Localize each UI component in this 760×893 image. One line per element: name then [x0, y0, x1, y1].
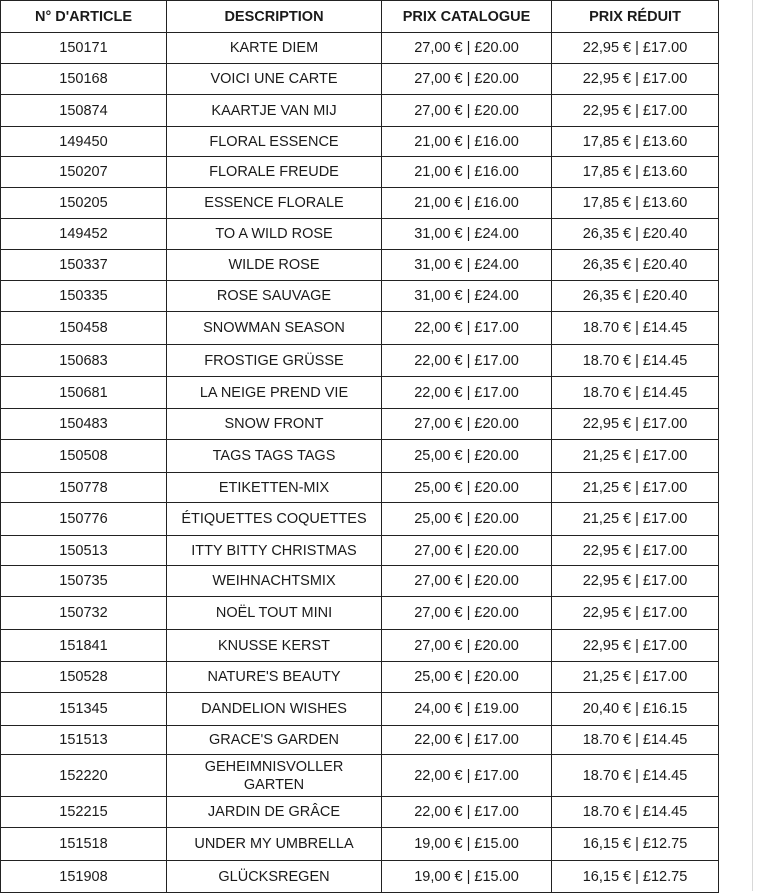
header-article-number: N° D'ARTICLE	[1, 1, 167, 33]
reduced-price-cell: 22,95 € | £17.00	[552, 95, 719, 127]
reduced-price-cell: 20,40 € | £16.15	[552, 693, 719, 726]
description-cell: TO A WILD ROSE	[167, 219, 382, 250]
table-row	[1, 473, 719, 503]
table-row	[1, 693, 719, 726]
catalogue-price-cell: 21,00 € | £16.00	[382, 188, 552, 219]
reduced-price-cell: 18.70 € | £14.45	[552, 755, 719, 797]
reduced-price-cell: 22,95 € | £17.00	[552, 566, 719, 597]
description-cell: GLÜCKSREGEN	[167, 861, 382, 893]
description-cell: LA NEIGE PREND VIE	[167, 377, 382, 409]
reduced-price-cell: 22,95 € | £17.00	[552, 64, 719, 95]
catalogue-price-cell: 21,00 € | £16.00	[382, 127, 552, 157]
description-cell: DANDELION WISHES	[167, 693, 382, 726]
description-cell: KARTE DIEM	[167, 33, 382, 64]
description-cell: VOICI UNE CARTE	[167, 64, 382, 95]
description-cell: WEIHNACHTSMIX	[167, 566, 382, 597]
description-cell: FROSTIGE GRÜSSE	[167, 345, 382, 377]
article-number-cell: 149452	[1, 219, 167, 250]
table-row	[1, 662, 719, 693]
reduced-price-cell: 18.70 € | £14.45	[552, 377, 719, 409]
catalogue-price-cell: 25,00 € | £20.00	[382, 503, 552, 536]
article-number-cell: 150335	[1, 281, 167, 312]
table-row	[1, 377, 719, 409]
description-cell: GRACE'S GARDEN	[167, 726, 382, 755]
table-row	[1, 95, 719, 127]
article-number-cell: 152220	[1, 755, 167, 797]
table-row	[1, 127, 719, 157]
table-row	[1, 64, 719, 95]
table-row	[1, 861, 719, 893]
article-number-cell: 150776	[1, 503, 167, 536]
article-number-cell: 150513	[1, 536, 167, 566]
reduced-price-cell: 21,25 € | £17.00	[552, 503, 719, 536]
article-number-cell: 150508	[1, 440, 167, 473]
reduced-price-cell: 17,85 € | £13.60	[552, 127, 719, 157]
reduced-price-cell: 17,85 € | £13.60	[552, 157, 719, 188]
catalogue-price-cell: 19,00 € | £15.00	[382, 828, 552, 861]
header-description: DESCRIPTION	[167, 1, 382, 33]
description-cell: ROSE SAUVAGE	[167, 281, 382, 312]
catalogue-price-cell: 19,00 € | £15.00	[382, 861, 552, 893]
catalogue-price-cell: 22,00 € | £17.00	[382, 755, 552, 797]
article-number-cell: 151513	[1, 726, 167, 755]
table-body	[1, 33, 719, 893]
catalogue-price-cell: 22,00 € | £17.00	[382, 797, 552, 828]
reduced-price-cell: 21,25 € | £17.00	[552, 473, 719, 503]
table-row	[1, 219, 719, 250]
catalogue-price-cell: 27,00 € | £20.00	[382, 630, 552, 662]
table-row	[1, 345, 719, 377]
reduced-price-cell: 26,35 € | £20.40	[552, 219, 719, 250]
description-cell: SNOWMAN SEASON	[167, 312, 382, 345]
description-cell: WILDE ROSE	[167, 250, 382, 281]
catalogue-price-cell: 31,00 € | £24.00	[382, 281, 552, 312]
catalogue-price-cell: 31,00 € | £24.00	[382, 219, 552, 250]
catalogue-price-cell: 25,00 € | £20.00	[382, 440, 552, 473]
table-row	[1, 188, 719, 219]
catalogue-price-cell: 25,00 € | £20.00	[382, 473, 552, 503]
article-number-cell: 150458	[1, 312, 167, 345]
table-row	[1, 797, 719, 828]
article-number-cell: 151345	[1, 693, 167, 726]
reduced-price-cell: 18.70 € | £14.45	[552, 345, 719, 377]
description-cell: FLORAL ESSENCE	[167, 127, 382, 157]
catalogue-price-cell: 27,00 € | £20.00	[382, 566, 552, 597]
catalogue-price-cell: 27,00 € | £20.00	[382, 33, 552, 64]
article-number-cell: 150168	[1, 64, 167, 95]
description-cell: KNUSSE KERST	[167, 630, 382, 662]
table-row	[1, 597, 719, 630]
article-number-cell: 150337	[1, 250, 167, 281]
table-row	[1, 630, 719, 662]
article-number-cell: 150874	[1, 95, 167, 127]
description-cell: NATURE'S BEAUTY	[167, 662, 382, 693]
description-cell: SNOW FRONT	[167, 409, 382, 440]
article-number-cell: 152215	[1, 797, 167, 828]
table-row	[1, 281, 719, 312]
article-number-cell: 150171	[1, 33, 167, 64]
table-row	[1, 503, 719, 536]
article-number-cell: 150683	[1, 345, 167, 377]
table-row	[1, 828, 719, 861]
reduced-price-cell: 22,95 € | £17.00	[552, 33, 719, 64]
article-number-cell: 151518	[1, 828, 167, 861]
reduced-price-cell: 18.70 € | £14.45	[552, 312, 719, 345]
catalogue-price-cell: 21,00 € | £16.00	[382, 157, 552, 188]
description-cell: JARDIN DE GRÂCE	[167, 797, 382, 828]
reduced-price-cell: 22,95 € | £17.00	[552, 409, 719, 440]
reduced-price-cell: 18.70 € | £14.45	[552, 726, 719, 755]
reduced-price-cell: 21,25 € | £17.00	[552, 440, 719, 473]
article-number-cell: 149450	[1, 127, 167, 157]
description-cell: GEHEIMNISVOLLER GARTEN	[167, 755, 382, 797]
article-number-cell: 150735	[1, 566, 167, 597]
reduced-price-cell: 22,95 € | £17.00	[552, 536, 719, 566]
table-row	[1, 409, 719, 440]
table-row	[1, 440, 719, 473]
description-cell: FLORALE FREUDE	[167, 157, 382, 188]
article-number-cell: 150732	[1, 597, 167, 630]
catalogue-price-cell: 27,00 € | £20.00	[382, 536, 552, 566]
catalogue-price-cell: 24,00 € | £19.00	[382, 693, 552, 726]
description-cell: ESSENCE FLORALE	[167, 188, 382, 219]
reduced-price-cell: 17,85 € | £13.60	[552, 188, 719, 219]
header-catalogue-price: PRIX CATALOGUE	[382, 1, 552, 33]
catalogue-price-cell: 22,00 € | £17.00	[382, 377, 552, 409]
article-number-cell: 150205	[1, 188, 167, 219]
header-reduced-price: PRIX RÉDUIT	[552, 1, 719, 33]
reduced-price-cell: 21,25 € | £17.00	[552, 662, 719, 693]
catalogue-price-cell: 25,00 € | £20.00	[382, 662, 552, 693]
table-row	[1, 566, 719, 597]
table-row	[1, 312, 719, 345]
page-edge-divider	[752, 0, 753, 891]
reduced-price-cell: 26,35 € | £20.40	[552, 281, 719, 312]
description-cell: ITTY BITTY CHRISTMAS	[167, 536, 382, 566]
description-cell: ETIKETTEN-MIX	[167, 473, 382, 503]
table-row	[1, 726, 719, 755]
article-number-cell: 150778	[1, 473, 167, 503]
article-number-cell: 150207	[1, 157, 167, 188]
table-row	[1, 536, 719, 566]
catalogue-price-cell: 22,00 € | £17.00	[382, 312, 552, 345]
article-number-cell: 150681	[1, 377, 167, 409]
reduced-price-cell: 22,95 € | £17.00	[552, 597, 719, 630]
description-cell: KAARTJE VAN MIJ	[167, 95, 382, 127]
catalogue-price-cell: 22,00 € | £17.00	[382, 726, 552, 755]
article-number-cell: 150528	[1, 662, 167, 693]
reduced-price-cell: 22,95 € | £17.00	[552, 630, 719, 662]
reduced-price-cell: 16,15 € | £12.75	[552, 828, 719, 861]
catalogue-price-cell: 27,00 € | £20.00	[382, 95, 552, 127]
catalogue-price-cell: 22,00 € | £17.00	[382, 345, 552, 377]
table-row	[1, 755, 719, 797]
table-row	[1, 157, 719, 188]
description-cell: TAGS TAGS TAGS	[167, 440, 382, 473]
article-number-cell: 150483	[1, 409, 167, 440]
catalogue-price-cell: 31,00 € | £24.00	[382, 250, 552, 281]
table-row	[1, 33, 719, 64]
reduced-price-cell: 26,35 € | £20.40	[552, 250, 719, 281]
description-cell: ÉTIQUETTES COQUETTES	[167, 503, 382, 536]
header-row	[1, 1, 719, 33]
article-number-cell: 151908	[1, 861, 167, 893]
description-cell: UNDER MY UMBRELLA	[167, 828, 382, 861]
table-row	[1, 250, 719, 281]
catalogue-price-cell: 27,00 € | £20.00	[382, 409, 552, 440]
reduced-price-cell: 18.70 € | £14.45	[552, 797, 719, 828]
description-cell: NOËL TOUT MINI	[167, 597, 382, 630]
article-number-cell: 151841	[1, 630, 167, 662]
catalogue-price-cell: 27,00 € | £20.00	[382, 597, 552, 630]
reduced-price-cell: 16,15 € | £12.75	[552, 861, 719, 893]
catalogue-price-cell: 27,00 € | £20.00	[382, 64, 552, 95]
